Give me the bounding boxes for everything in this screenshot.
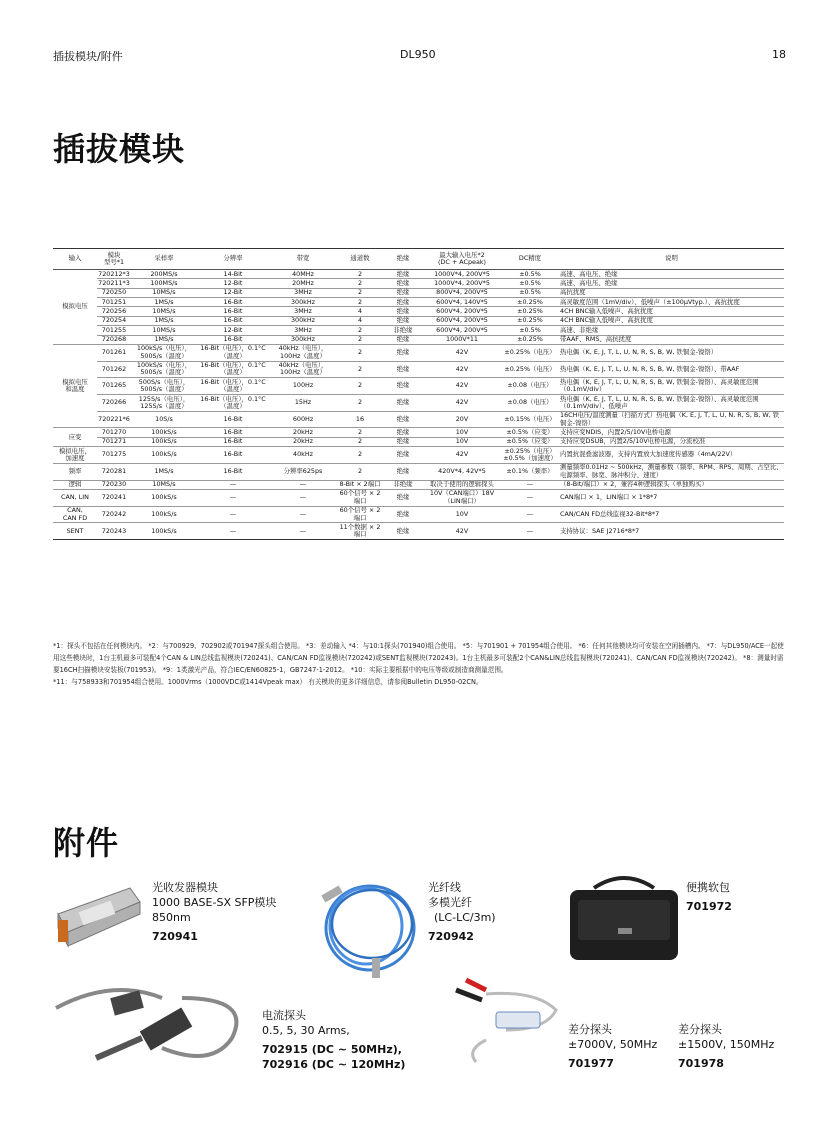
table-cell: 100kS/s xyxy=(131,447,197,464)
table-cell: 720241 xyxy=(97,489,131,506)
table-cell: — xyxy=(197,506,269,523)
table-cell: 10MS/s xyxy=(131,288,197,297)
table-cell: ±0.08（电压） xyxy=(501,395,559,412)
table-cell: — xyxy=(269,489,337,506)
table-cell: 16-Bit xyxy=(197,316,269,325)
table-cell: 10MS/s xyxy=(131,307,197,316)
table-row xyxy=(53,447,784,464)
table-cell: （8-Bit/端口）× 2，兼容4种逻辑探头（单独购买） xyxy=(559,480,784,489)
table-cell: 100MS/s xyxy=(131,279,197,288)
table-row xyxy=(53,307,784,316)
input-group-cell: 频率 xyxy=(53,463,97,480)
table-cell: ±0.25%（电压） xyxy=(501,344,559,361)
table-cell: 720266 xyxy=(97,395,131,412)
table-cell: 绝缘 xyxy=(383,307,423,316)
table-cell: 12-Bit xyxy=(197,288,269,297)
input-group-cell: 模拟电压 xyxy=(53,270,97,345)
table-cell: CAN端口 × 1，LIN端口 × 1*8*7 xyxy=(559,489,784,506)
accessory-fiber xyxy=(428,880,496,944)
table-row xyxy=(53,480,784,489)
table-cell: 40kHz（电压），100Hz（温度） xyxy=(269,361,337,378)
table-cell: 40kHz xyxy=(269,447,337,464)
column-header: 输入 xyxy=(53,249,97,270)
table-row xyxy=(53,437,784,446)
table-cell: 绝缘 xyxy=(383,288,423,297)
table-cell: 2 xyxy=(337,437,383,446)
accessory-name: 光收发器模块 xyxy=(152,881,218,894)
table-cell: ±0.25%（电压） xyxy=(501,361,559,378)
table-cell: 2 xyxy=(337,463,383,480)
table-cell: 热电偶（K, E, J, T, L, U, N, R, S, B, W, 铁铜金-镍铬） xyxy=(559,344,784,361)
header-section-title: 插拔模块/附件 xyxy=(53,50,123,63)
table-cell: 600V*4, 140V*5 xyxy=(423,298,501,307)
table-cell: 2 xyxy=(337,298,383,307)
table-cell: 600V*4, 200V*5 xyxy=(423,326,501,335)
table-cell: 绝缘 xyxy=(383,279,423,288)
accessory-code: 720942 xyxy=(428,930,474,943)
accessory-code: 702915 (DC ~ 50MHz), xyxy=(262,1043,402,1056)
table-cell: 720268 xyxy=(97,335,131,344)
table-row xyxy=(53,316,784,325)
current-probe-photo xyxy=(52,978,252,1073)
accessory-code: 701977 xyxy=(568,1057,614,1070)
table-cell: 20MHz xyxy=(269,279,337,288)
table-cell: 720230 xyxy=(97,480,131,489)
table-cell: 取决于使用的逻辑探头 xyxy=(423,480,501,489)
table-cell: 2 xyxy=(337,344,383,361)
table-cell: 100kS/s xyxy=(131,506,197,523)
table-cell: 带AAF、RMS、高抗扰度 xyxy=(559,335,784,344)
column-header: 模块 型号*1 xyxy=(97,249,131,270)
table-cell: 16-Bit xyxy=(197,411,269,428)
accessory-desc: 0.5, 5, 30 Arms, xyxy=(262,1024,350,1037)
table-row xyxy=(53,506,784,523)
column-header: 说明 xyxy=(559,249,784,270)
table-cell: 720243 xyxy=(97,523,131,540)
table-cell: 1000V*11 xyxy=(423,335,501,344)
accessory-code: 701978 xyxy=(678,1057,724,1070)
table-cell: 15Hz xyxy=(269,395,337,412)
header-product: DL950 xyxy=(400,48,436,61)
table-cell: 绝缘 xyxy=(383,437,423,446)
table-cell: 高速、高电压、绝缘 xyxy=(559,270,784,279)
table-cell: CAN/CAN FD总线监视32-Bit*8*7 xyxy=(559,506,784,523)
table-cell: 高速、非绝缘 xyxy=(559,326,784,335)
table-row xyxy=(53,489,784,506)
table-cell: 绝缘 xyxy=(383,447,423,464)
table-cell: 600Hz xyxy=(269,411,337,428)
table-cell: 100kS/s xyxy=(131,428,197,437)
table-cell: 2 xyxy=(337,326,383,335)
differential-probe-photo xyxy=(446,970,562,1066)
table-row xyxy=(53,428,784,437)
table-cell: 2 xyxy=(337,270,383,279)
table-cell: ±0.15%（电压） xyxy=(501,411,559,428)
table-cell: 热电偶（K, E, J, T, L, U, N, R, S, B, W, 铁铜金-镍铬）、带AAF xyxy=(559,361,784,378)
table-cell: 内置抗混叠滤波器，支持内置放大加速度传感器（4mA/22V） xyxy=(559,447,784,464)
column-header: 带宽 xyxy=(269,249,337,270)
table-cell: 分辨率625ps xyxy=(269,463,337,480)
table-cell: 100kS/s（电压），500S/s（温度） xyxy=(131,344,197,361)
table-cell: 测量频率0.01Hz ~ 500kHz，测量参数（频率、RPM、RPS、周期、占空比、电源频率、脉宽、脉冲积分、速度） xyxy=(560,463,783,479)
table-cell: 2 xyxy=(337,361,383,378)
table-cell: 高抗扰度 xyxy=(559,288,784,297)
table-cell: 720254 xyxy=(97,316,131,325)
table-cell: 42V xyxy=(423,523,501,540)
accessory-soft-case xyxy=(686,880,732,914)
sfp-module-photo xyxy=(50,880,142,952)
table-row xyxy=(53,395,784,412)
table-cell: ±0.25% xyxy=(501,335,559,344)
table-cell: 16 xyxy=(337,411,383,428)
table-cell: 支持应变DSUB，内置2/5/10V电桥电源，分流校准 xyxy=(559,437,784,446)
table-cell: 2 xyxy=(337,378,383,395)
table-cell: 200MS/s xyxy=(131,270,197,279)
table-cell: 2 xyxy=(337,395,383,412)
table-row xyxy=(53,288,784,297)
table-cell: 100kS/s xyxy=(131,489,197,506)
table-cell: 1000V*4, 200V*5 xyxy=(423,279,501,288)
table-cell: 绝缘 xyxy=(383,344,423,361)
table-cell: 绝缘 xyxy=(383,523,423,540)
modules-table xyxy=(53,248,784,540)
table-cell: — xyxy=(501,506,559,523)
table-cell: 4 xyxy=(337,316,383,325)
table-cell: ±0.5% xyxy=(501,270,559,279)
table-cell: 绝缘 xyxy=(383,270,423,279)
table-cell: 720221*6 xyxy=(97,411,131,428)
table-cell: 非绝缘 xyxy=(383,480,423,489)
table-cell: 42V xyxy=(423,378,501,395)
accessories-heading: 附件 xyxy=(53,824,120,862)
table-row xyxy=(53,279,784,288)
table-cell: ±0.1%（频率） xyxy=(501,463,559,480)
table-cell: 4 xyxy=(337,307,383,316)
table-cell: ±0.08（电压） xyxy=(501,378,559,395)
table-cell: 600V*4, 200V*5 xyxy=(423,307,501,316)
table-cell: 1MS/s xyxy=(131,316,197,325)
table-cell: 2 xyxy=(337,428,383,437)
table-row xyxy=(53,344,784,361)
table-cell: 60个信号 × 2端口 xyxy=(337,506,383,523)
table-cell: — xyxy=(197,489,269,506)
column-header: 最大输入电压*2 (DC + ACpeak) xyxy=(423,249,501,270)
table-cell: 16-Bit xyxy=(197,447,269,464)
table-cell: 16-Bit（电压），0.1°C（温度） xyxy=(197,378,269,395)
table-cell: 16CH电压/温度测量（扫描方式）热电偶（K, E, J, T, L, U, N, R, S, B, W, 铁铜金-镍铬） xyxy=(559,411,784,428)
accessory-code: 701972 xyxy=(686,900,732,913)
table-cell: ±0.5% xyxy=(501,288,559,297)
table-cell: 720256 xyxy=(97,307,131,316)
table-cell: 高速、高电压、绝缘 xyxy=(559,279,784,288)
input-group-cell: CAN, LIN xyxy=(53,489,97,506)
table-cell: 4CH BNC输入低噪声、高抗扰度 xyxy=(559,307,784,316)
table-cell: 16-Bit xyxy=(197,298,269,307)
table-row xyxy=(53,270,784,279)
table-cell: 40MHz xyxy=(269,270,337,279)
table-cell: 16-Bit xyxy=(197,437,269,446)
table-cell: 热电偶（K, E, J, T, L, U, N, R, S, B, W, 铁铜金-镍铬）、高灵敏度范围（0.1mV/div） xyxy=(559,378,784,395)
column-header: 绝缘 xyxy=(383,249,423,270)
table-cell: ±0.5%（应变） xyxy=(501,437,559,446)
table-cell: 10V xyxy=(423,437,501,446)
table-cell: — xyxy=(269,506,337,523)
footnotes xyxy=(53,640,784,688)
table-cell: 500S/s（电压），500S/s（温度） xyxy=(131,378,197,395)
table-cell: — xyxy=(269,523,337,540)
table-cell: 10MS/s xyxy=(131,480,197,489)
table-cell: 非绝缘 xyxy=(383,326,423,335)
table-cell: 40kHz（电压），100Hz（温度） xyxy=(269,344,337,361)
table-cell: 绝缘 xyxy=(383,335,423,344)
table-cell: 300kHz xyxy=(269,298,337,307)
table-cell: 高灵敏度范围（1mV/div）、低噪声（±100μVtyp.）、高抗扰度 xyxy=(559,298,784,307)
table-cell: 支持协议：SAE J2716*8*7 xyxy=(559,523,784,540)
table-cell: 绝缘 xyxy=(383,298,423,307)
table-cell: 3MHz xyxy=(269,288,337,297)
table-cell: 800V*4, 200V*5 xyxy=(423,288,501,297)
table-cell: 701261 xyxy=(97,344,131,361)
table-cell: 300kHz xyxy=(269,316,337,325)
table-cell: — xyxy=(197,480,269,489)
column-header: 通道数 xyxy=(337,249,383,270)
accessory-current-probe xyxy=(262,1008,405,1072)
table-cell: ±0.25%（电压）±0.5%（加速度） xyxy=(501,447,559,464)
input-group-cell: 应变 xyxy=(53,428,97,447)
table-cell: 420V*4, 42V*5 xyxy=(423,463,501,480)
table-cell: 10MS/s xyxy=(131,326,197,335)
table-row xyxy=(53,411,784,428)
input-group-cell: SENT xyxy=(53,523,97,540)
table-cell: 42V xyxy=(423,361,501,378)
table-cell: 绝缘 xyxy=(383,489,423,506)
table-cell: 16-Bit xyxy=(197,463,269,480)
table-cell: — xyxy=(501,523,559,540)
table-row xyxy=(53,463,784,480)
table-cell: 16-Bit（电压），0.1°C（温度） xyxy=(197,344,269,361)
table-cell: 701265 xyxy=(97,378,131,395)
table-cell: 720212*3 xyxy=(98,269,130,278)
table-cell: 701270 xyxy=(97,428,131,437)
table-cell: 701262 xyxy=(97,361,131,378)
table-cell: ±0.5% xyxy=(501,326,559,335)
accessory-desc: 850nm xyxy=(152,911,191,924)
table-cell: 10V xyxy=(423,506,501,523)
input-group-cell: 模拟电压 和温度 xyxy=(53,344,97,428)
table-cell: 3MHz xyxy=(269,326,337,335)
table-cell: 热电偶（K, E, J, T, L, U, N, R, S, B, W, 铁铜金-镍铬）、高灵敏度范围（0.1mV/div）、低噪声 xyxy=(559,395,784,412)
footnote-line-1: *1：探头不包括在任何模块内。 *2：与700929、702902或701947探头组合使用。 *3：差动输入 *4：与10:1探头(701940)组合使用。 *5：与701901 + 701954组合使用。 *6：任何其他模块均可安装在空闲插槽内。 *7：与DL950/ACE一起使用这些模块时，1台主机最多可装配4个CAN & LIN总线监视模块(720241)、CAN/CAN FD监视模块(720242)或SENT监视模块(720243)。1台主机最多可装配2个CAN&LIN总线监视模块(720241)、CAN/CAN FD监视模块(720242)。 *8：测量时需要16CH扫描模块安装板(701953)。 *9：1类激光产品，符合IEC/EN60825-1，GB7247-1-2012。 *10：实际主要根据中的电压等级或制造商测量范围。 xyxy=(53,642,784,674)
accessory-name: 便携软包 xyxy=(686,881,730,894)
table-cell: 14-Bit xyxy=(197,270,269,279)
accessory-diff-probe-1 xyxy=(568,1022,657,1071)
table-cell: 10S/s xyxy=(131,411,197,428)
table-cell: 701275 xyxy=(97,447,131,464)
input-group-cell: 逻辑 xyxy=(53,480,97,489)
table-cell: — xyxy=(197,523,269,540)
table-cell: 20kHz xyxy=(269,437,337,446)
table-cell: 42V xyxy=(423,447,501,464)
table-cell: 16-Bit（电压），0.1°C（温度） xyxy=(197,361,269,378)
table-cell: 绝缘 xyxy=(383,395,423,412)
soft-case-photo xyxy=(564,868,684,968)
table-row xyxy=(53,523,784,540)
accessory-code: 720941 xyxy=(152,930,198,943)
accessory-desc: 1000 BASE-SX SFP模块 xyxy=(152,896,277,909)
accessory-code: 702916 (DC ~ 120MHz) xyxy=(262,1058,406,1071)
table-cell: 2 xyxy=(337,335,383,344)
table-cell: 11个数据 × 2端口 xyxy=(337,523,383,540)
table-cell: 10V（CAN端口）18V（LIN端口） xyxy=(423,489,501,506)
table-cell: 60个信号 × 2端口 xyxy=(337,489,383,506)
accessory-desc: ±7000V, 50MHz xyxy=(568,1038,658,1051)
table-cell: 16-Bit xyxy=(197,307,269,316)
table-cell: 2 xyxy=(337,279,383,288)
table-cell: — xyxy=(269,480,337,489)
table-cell: 绝缘 xyxy=(383,411,423,428)
table-cell: 701271 xyxy=(97,437,131,446)
accessory-name: 光纤线 xyxy=(428,881,461,894)
table-row xyxy=(53,378,784,395)
table-cell: 1MS/s xyxy=(131,463,197,480)
table-cell: 10V xyxy=(423,428,501,437)
accessory-desc: 多模光纤 xyxy=(428,896,472,909)
table-row xyxy=(53,298,784,307)
table-cell: 绝缘 xyxy=(383,378,423,395)
table-cell: 绝缘 xyxy=(383,463,423,480)
table-cell: 12-Bit xyxy=(197,279,269,288)
table-cell: ±0.5% xyxy=(501,279,559,288)
table-cell: ±0.25% xyxy=(501,307,559,316)
table-cell: 20kHz xyxy=(269,428,337,437)
table-cell: 100Hz xyxy=(269,378,337,395)
footnote-line-2: *11：与758933和701954组合使用。1000Vrms（1000VDC或1414Vpeak max） 有关模块的更多详细信息，请参阅Bulletin DL950-02CN。 xyxy=(53,678,483,686)
fiber-cable-photo xyxy=(312,870,420,980)
table-cell: 42V xyxy=(423,395,501,412)
table-cell: 绝缘 xyxy=(383,316,423,325)
table-cell: 1MS/s xyxy=(131,298,197,307)
page-number: 18 xyxy=(772,48,786,61)
table-cell: 支持应变NDIS，内置2/5/10V电桥电源 xyxy=(559,428,784,437)
table-cell: 720242 xyxy=(97,506,131,523)
input-group-cell: 模拟电压， 加速度 xyxy=(53,447,97,464)
table-cell: 100kS/s（电压），500S/s（温度） xyxy=(131,361,197,378)
table-cell: 1000V*4, 200V*5 xyxy=(423,270,501,279)
input-group-cell: CAN, CAN FD xyxy=(53,506,97,523)
table-cell: 3MHz xyxy=(269,307,337,316)
column-header: DC精度 xyxy=(501,249,559,270)
column-header: 分辨率 xyxy=(197,249,269,270)
table-cell: 16-Bit（电压），0.1°C（温度） xyxy=(197,395,269,412)
table-cell: 720211*3 xyxy=(98,278,130,287)
table-cell: 300kHz xyxy=(269,335,337,344)
accessory-name: 电流探头 xyxy=(262,1009,306,1022)
table-cell: 绝缘 xyxy=(383,428,423,437)
table-row xyxy=(53,361,784,378)
table-cell: 8-Bit × 2端口 xyxy=(337,480,383,489)
accessory-sfp xyxy=(152,880,276,944)
column-header: 采样率 xyxy=(131,249,197,270)
table-cell: 701251 xyxy=(97,298,131,307)
table-header-row xyxy=(53,249,784,270)
accessory-name: 差分探头 xyxy=(678,1023,722,1036)
table-cell: 720281 xyxy=(97,463,131,480)
table-cell: 16-Bit xyxy=(197,335,269,344)
table-row xyxy=(53,326,784,335)
table-body xyxy=(53,270,784,540)
accessory-diff-probe-2 xyxy=(678,1022,774,1071)
table-cell: 100kS/s xyxy=(131,523,197,540)
table-cell: — xyxy=(501,480,559,489)
table-cell: ±0.5%（应变） xyxy=(501,428,559,437)
table-cell: 绝缘 xyxy=(383,506,423,523)
table-row xyxy=(53,335,784,344)
table-cell: 12-Bit xyxy=(197,326,269,335)
table-cell: 100kS/s xyxy=(131,437,197,446)
table-cell: 4CH BNC输入低噪声、高抗扰度 xyxy=(559,316,784,325)
table-cell: ±0.25% xyxy=(501,316,559,325)
table-cell: 42V xyxy=(423,344,501,361)
modules-heading: 插拔模块 xyxy=(53,130,186,168)
table-cell: 绝缘 xyxy=(383,361,423,378)
accessory-name: 差分探头 xyxy=(568,1023,612,1036)
table-cell: 600V*4, 200V*5 xyxy=(423,316,501,325)
table-cell: 720250 xyxy=(97,288,131,297)
table-cell: 2 xyxy=(337,288,383,297)
table-cell: 20V xyxy=(423,411,501,428)
table-cell: 2 xyxy=(337,447,383,464)
table-cell: 701255 xyxy=(97,326,131,335)
table-cell: ±0.25% xyxy=(501,298,559,307)
table-cell: — xyxy=(501,489,559,506)
table-cell: 125S/s（电压），125S/s（温度） xyxy=(131,395,197,412)
table-cell: 1MS/s xyxy=(131,335,197,344)
table-cell: 16-Bit xyxy=(197,428,269,437)
accessory-desc: (LC-LC/3m) xyxy=(434,911,496,924)
accessory-desc: ±1500V, 150MHz xyxy=(678,1038,775,1051)
